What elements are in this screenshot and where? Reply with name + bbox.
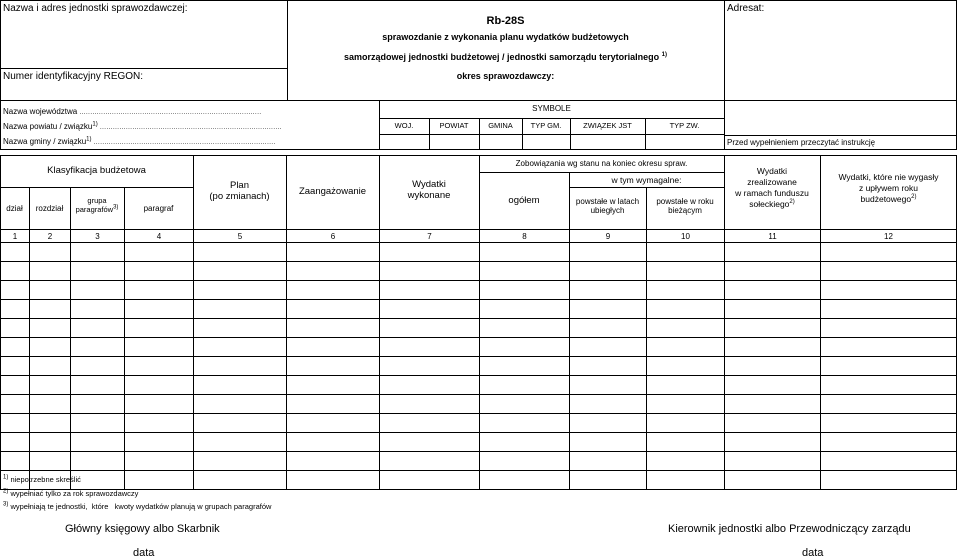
form-title-line2-sup: 1)	[661, 52, 667, 58]
symbol-typ-gm: TYP GM.	[530, 121, 562, 130]
table-cell[interactable]	[1, 300, 30, 319]
table-cell[interactable]	[30, 243, 71, 262]
col-number: 9	[570, 230, 647, 243]
table-cell[interactable]	[287, 414, 380, 433]
form-title-line2	[287, 52, 724, 62]
table-cell[interactable]	[71, 262, 125, 281]
table-cell[interactable]	[570, 376, 647, 395]
table-cell[interactable]	[570, 243, 647, 262]
table-cell[interactable]	[480, 376, 570, 395]
table-cell[interactable]	[125, 433, 194, 452]
table-cell[interactable]	[725, 414, 821, 433]
table-cell[interactable]	[725, 357, 821, 376]
table-cell[interactable]	[30, 414, 71, 433]
table-cell[interactable]	[30, 452, 71, 471]
table-cell[interactable]	[480, 433, 570, 452]
table-cell[interactable]	[725, 395, 821, 414]
table-cell[interactable]	[647, 357, 725, 376]
table-cell[interactable]	[480, 300, 570, 319]
col-number: 10	[647, 230, 725, 243]
table-cell[interactable]	[725, 338, 821, 357]
table-cell[interactable]	[125, 281, 194, 300]
district-label: Nazwa powiatu / związku$^{1)}$ ....................................................................................	[3, 121, 282, 131]
table-cell[interactable]	[821, 433, 957, 452]
table-cell[interactable]	[287, 338, 380, 357]
col-w-tym-wymagalne: w tym wymagalne:	[611, 175, 682, 185]
table-cell[interactable]	[287, 300, 380, 319]
table-cell[interactable]	[647, 300, 725, 319]
table-cell[interactable]	[194, 281, 287, 300]
col-rozdzial: rozdział	[35, 204, 64, 213]
footnote-2: $^{2)}$ wypełniać tylko za rok sprawozdawczy	[3, 488, 139, 498]
table-cell[interactable]	[570, 357, 647, 376]
table-cell[interactable]	[30, 281, 71, 300]
table-cell[interactable]	[71, 376, 125, 395]
table-cell[interactable]	[570, 262, 647, 281]
table-cell[interactable]	[380, 338, 480, 357]
table-cell[interactable]	[821, 338, 957, 357]
table-cell[interactable]	[1, 452, 30, 471]
table-cell[interactable]	[1, 243, 30, 262]
table-cell[interactable]	[1, 281, 30, 300]
table-cell[interactable]	[71, 357, 125, 376]
table-cell[interactable]	[570, 300, 647, 319]
table-cell[interactable]	[725, 300, 821, 319]
classification-header: Klasyfikacja budżetowa	[47, 165, 146, 176]
table-cell[interactable]	[125, 471, 194, 490]
table-cell[interactable]	[194, 300, 287, 319]
table-cell[interactable]	[1, 338, 30, 357]
col-number: 3	[71, 230, 125, 243]
table-row	[1, 414, 957, 433]
table-cell[interactable]	[821, 414, 957, 433]
table-cell[interactable]	[480, 395, 570, 414]
signature-right-title: Kierownik jednostki albo Przewodniczący zarządu	[668, 523, 911, 535]
table-cell[interactable]	[194, 338, 287, 357]
col-niewygasle: Wydatki, które nie wygasły z upływem roku budżetowego$^{2)}$	[838, 172, 939, 205]
col-number: 7	[380, 230, 480, 243]
table-cell[interactable]	[125, 300, 194, 319]
table-cell[interactable]	[725, 281, 821, 300]
table-cell[interactable]	[570, 433, 647, 452]
table-cell[interactable]	[30, 338, 71, 357]
table-cell[interactable]	[480, 357, 570, 376]
unit-name-label: Nazwa i adres jednostki sprawozdawczej:	[3, 3, 188, 14]
table-row	[1, 376, 957, 395]
table-cell[interactable]	[30, 395, 71, 414]
table-row	[1, 300, 957, 319]
table-row	[1, 338, 957, 357]
table-cell[interactable]	[380, 414, 480, 433]
table-cell[interactable]	[480, 262, 570, 281]
table-cell[interactable]	[287, 395, 380, 414]
col-number: 11	[725, 230, 821, 243]
footnote-1: $^{1)}$ niepotrzebne skreślić	[3, 474, 81, 484]
col-number: 1	[1, 230, 30, 243]
table-cell[interactable]	[30, 376, 71, 395]
signature-left-title: Główny księgowy albo Skarbnik	[65, 523, 220, 535]
symbol-woj: WOJ.	[394, 121, 414, 130]
table-row	[1, 452, 957, 471]
table-cell[interactable]	[194, 376, 287, 395]
table-cell[interactable]	[287, 433, 380, 452]
table-cell[interactable]	[647, 414, 725, 433]
table-cell[interactable]	[194, 433, 287, 452]
table-row	[1, 433, 957, 452]
table-cell[interactable]	[194, 243, 287, 262]
col-zobowiazania: Zobowiązania wg stanu na koniec okresu spraw.	[515, 159, 688, 168]
table-row	[1, 319, 957, 338]
table-cell[interactable]	[30, 262, 71, 281]
table-cell[interactable]	[821, 395, 957, 414]
col-number: 12	[821, 230, 957, 243]
table-cell[interactable]	[380, 262, 480, 281]
symbol-zwiazek-jst: ZWIĄZEK JST	[583, 121, 632, 130]
table-cell[interactable]	[1, 414, 30, 433]
table-cell[interactable]	[647, 262, 725, 281]
instruction-note: Przed wypełnieniem przeczytać instrukcję	[727, 138, 876, 147]
table-cell[interactable]	[71, 338, 125, 357]
col-number: 5	[194, 230, 287, 243]
table-cell[interactable]	[125, 414, 194, 433]
col-wydatki-wykonane: Wydatki wykonane	[407, 179, 451, 201]
col-number: 4	[125, 230, 194, 243]
table-cell[interactable]	[287, 471, 380, 490]
table-cell[interactable]	[821, 243, 957, 262]
table-cell[interactable]	[125, 395, 194, 414]
table-cell[interactable]	[125, 357, 194, 376]
col-lata-ubiegle: powstałe w latach ubiegłych	[575, 197, 640, 216]
table-cell[interactable]	[647, 395, 725, 414]
table-cell[interactable]	[480, 338, 570, 357]
expenditure-table	[0, 229, 957, 490]
table-cell[interactable]	[125, 338, 194, 357]
table-cell[interactable]	[71, 300, 125, 319]
table-cell[interactable]	[71, 243, 125, 262]
table-cell[interactable]	[821, 281, 957, 300]
table-cell[interactable]	[71, 414, 125, 433]
table-cell[interactable]	[380, 243, 480, 262]
table-cell[interactable]	[570, 319, 647, 338]
commune-label: Nazwa gminy / związku$^{1)}$ ....................................................................................	[3, 136, 276, 146]
table-cell[interactable]	[287, 262, 380, 281]
table-cell[interactable]	[194, 357, 287, 376]
table-cell[interactable]	[570, 414, 647, 433]
addressee-label: Adresat:	[727, 3, 765, 14]
table-row	[1, 243, 957, 262]
table-cell[interactable]	[480, 243, 570, 262]
table-cell[interactable]	[647, 376, 725, 395]
table-cell[interactable]	[125, 452, 194, 471]
table-cell[interactable]	[287, 357, 380, 376]
table-cell[interactable]	[725, 319, 821, 338]
table-row	[1, 281, 957, 300]
table-cell[interactable]	[1, 319, 30, 338]
symbol-typ-zw: TYP ZW.	[669, 121, 700, 130]
regon-label: Numer identyfikacyjny REGON:	[3, 71, 144, 82]
table-cell[interactable]	[380, 471, 480, 490]
table-cell[interactable]	[647, 338, 725, 357]
table-cell[interactable]	[380, 433, 480, 452]
table-cell[interactable]	[380, 376, 480, 395]
table-cell[interactable]	[821, 262, 957, 281]
table-cell[interactable]	[125, 376, 194, 395]
table-row	[1, 262, 957, 281]
signature-left-date: data	[133, 547, 155, 559]
table-cell[interactable]	[125, 243, 194, 262]
table-cell[interactable]	[1, 395, 30, 414]
table-cell[interactable]	[821, 319, 957, 338]
table-cell[interactable]	[480, 414, 570, 433]
table-cell[interactable]	[194, 395, 287, 414]
table-cell[interactable]	[287, 376, 380, 395]
table-cell[interactable]	[821, 357, 957, 376]
table-row	[1, 471, 957, 490]
col-number: 6	[287, 230, 380, 243]
col-ogolem: ogółem	[508, 195, 540, 206]
table-cell[interactable]	[725, 433, 821, 452]
col-grupa: grupa paragrafów$^{3)}$	[75, 196, 119, 214]
col-number: 8	[480, 230, 570, 243]
table-cell[interactable]	[71, 319, 125, 338]
table-cell[interactable]	[30, 319, 71, 338]
table-cell[interactable]	[647, 471, 725, 490]
table-cell[interactable]	[380, 452, 480, 471]
table-cell[interactable]	[725, 471, 821, 490]
table-cell[interactable]	[125, 262, 194, 281]
table-cell[interactable]	[194, 452, 287, 471]
col-plan: Plan (po zmianach)	[209, 180, 270, 202]
table-cell[interactable]	[194, 414, 287, 433]
table-cell[interactable]	[725, 262, 821, 281]
table-cell[interactable]	[480, 471, 570, 490]
voivodeship-label: Nazwa województwa ....................................................................................	[3, 107, 262, 116]
table-cell[interactable]	[821, 300, 957, 319]
col-rok-biezacy: powstałe w roku bieżącym	[656, 197, 714, 216]
table-cell[interactable]	[194, 262, 287, 281]
table-cell[interactable]	[71, 395, 125, 414]
col-number: 2	[30, 230, 71, 243]
table-cell[interactable]	[287, 452, 380, 471]
table-cell[interactable]	[1, 357, 30, 376]
col-paragraf: paragraf	[143, 204, 174, 213]
table-cell[interactable]	[71, 433, 125, 452]
table-cell[interactable]	[480, 281, 570, 300]
table-cell[interactable]	[125, 319, 194, 338]
table-cell[interactable]	[287, 281, 380, 300]
period-label: okres sprawozdawczy:	[456, 71, 555, 81]
footnote-3: $^{3)}$ wypełniają te jednostki, które kwoty wydatków planują w grupach paragrafów	[3, 501, 272, 511]
table-cell[interactable]	[570, 281, 647, 300]
form-title-line1: sprawozdanie z wykonania planu wydatków budżetowych	[382, 32, 629, 42]
table-cell[interactable]	[287, 319, 380, 338]
table-cell[interactable]	[287, 243, 380, 262]
table-cell[interactable]	[821, 376, 957, 395]
symbols-title: SYMBOLE	[532, 104, 571, 113]
table-cell[interactable]	[380, 357, 480, 376]
col-zaangazowanie: Zaangażowanie	[298, 186, 367, 197]
table-row	[1, 357, 957, 376]
table-cell[interactable]	[71, 452, 125, 471]
table-cell[interactable]	[821, 452, 957, 471]
table-cell[interactable]	[647, 281, 725, 300]
table-cell[interactable]	[30, 300, 71, 319]
table-cell[interactable]	[194, 471, 287, 490]
table-cell[interactable]	[380, 395, 480, 414]
table-cell[interactable]	[647, 243, 725, 262]
table-cell[interactable]	[647, 452, 725, 471]
col-fundusz-solecki: Wydatki zrealizowane w ramach funduszu sołeckiego$^{2)}$	[735, 166, 809, 210]
table-cell[interactable]	[821, 471, 957, 490]
data-rows	[1, 243, 957, 490]
table-cell[interactable]	[480, 452, 570, 471]
signature-right-date: data	[802, 547, 824, 559]
col-dzial: dział	[6, 204, 23, 213]
table-cell[interactable]	[480, 319, 570, 338]
table-cell[interactable]	[30, 433, 71, 452]
form-code: Rb-28S	[486, 15, 525, 27]
table-cell[interactable]	[380, 319, 480, 338]
table-cell[interactable]	[570, 471, 647, 490]
table-cell[interactable]	[725, 243, 821, 262]
table-cell[interactable]	[647, 433, 725, 452]
table-cell[interactable]	[570, 395, 647, 414]
table-cell[interactable]	[1, 433, 30, 452]
column-number-row	[1, 230, 957, 243]
table-cell[interactable]	[725, 452, 821, 471]
table-cell[interactable]	[30, 357, 71, 376]
table-row	[1, 395, 957, 414]
form-title-line2-text: samorządowej jednostki budżetowej / jednostki samorządu terytorialnego	[344, 52, 660, 62]
table-cell[interactable]	[194, 319, 287, 338]
table-cell[interactable]	[647, 319, 725, 338]
table-cell[interactable]	[1, 376, 30, 395]
symbol-gmina: GMINA	[488, 121, 513, 130]
table-cell[interactable]	[380, 300, 480, 319]
table-cell[interactable]	[1, 262, 30, 281]
table-cell[interactable]	[570, 338, 647, 357]
table-cell[interactable]	[570, 452, 647, 471]
table-cell[interactable]	[71, 281, 125, 300]
table-cell[interactable]	[380, 281, 480, 300]
symbol-powiat: POWIAT	[439, 121, 469, 130]
table-cell[interactable]	[725, 376, 821, 395]
